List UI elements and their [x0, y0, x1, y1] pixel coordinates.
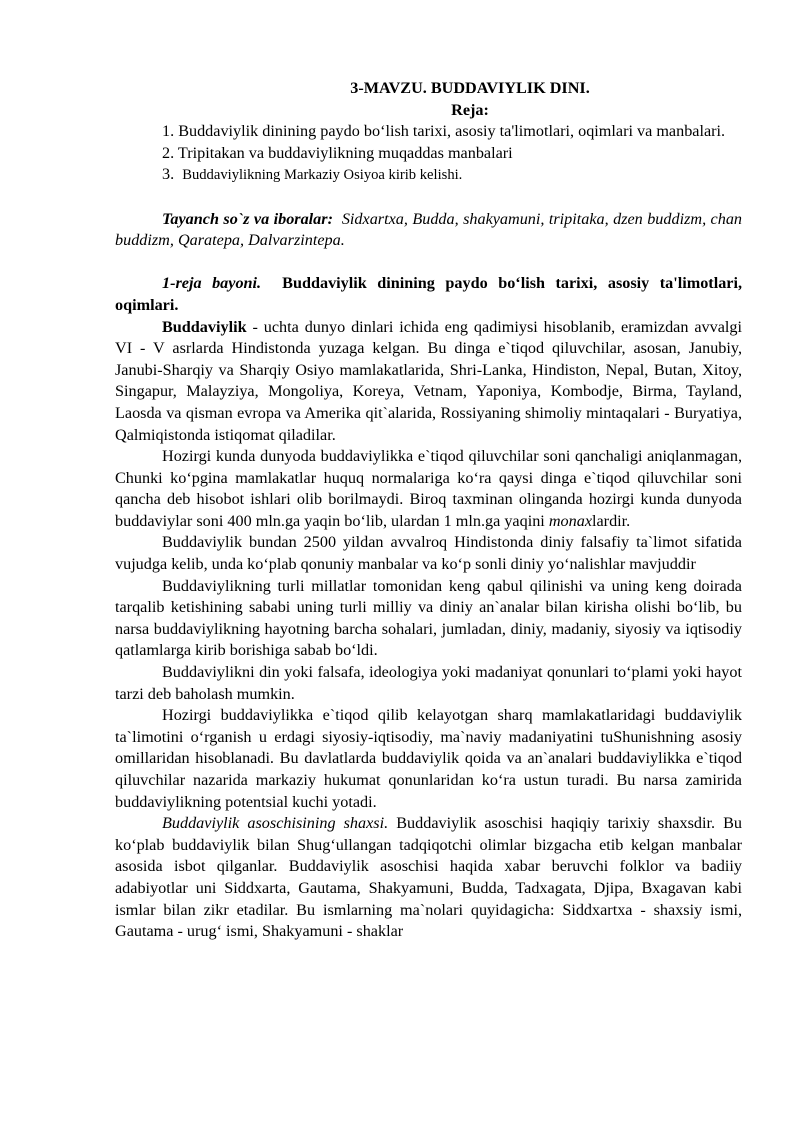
paragraph-2-text: Hozirgi kunda dunyoda buddaviylikka e`tiqod qiluvchilar soni qanchaligi aniqlanmagan, Chunki ko‘pgina mamlakatlar huquq normalariga ko‘ra qaysi dinga e`tiqod qiluvchilar soni qancha deb hisobot ishlari olib borilmaydi. Biroq taxminan olinganda hozirgi kunda dunyoda buddaviylar soni 400 mln.ga yaqin bo‘lib, ulardan 1 mln.ga yaqini — [115, 447, 742, 530]
section-heading — [115, 273, 742, 316]
term-monax: monax — [548, 511, 592, 530]
keywords-text: Sidxartxa, Budda, shakyamuni, tripitaka, dzen buddizm, chan buddizm, Qaratepa, Dalvarzintepa. — [115, 209, 743, 250]
paragraph-5: Buddaviylikni din yoki falsafa, ideologiya yoki madaniyat qonunlari to‘plami yoki hayot tarzi deb baholash mumkin. — [115, 663, 742, 703]
spacer — [115, 252, 742, 274]
section-title: Buddaviylik dinining paydo bo‘lish tarixi, asosiy ta'limotlari, oqimlari. — [115, 274, 743, 314]
plan-item-3-text: Buddaviylikning Markaziy Osiyoa kirib kelishi. — [182, 167, 463, 184]
plan-heading: Reja: — [451, 100, 489, 119]
keywords-paragraph — [115, 209, 742, 252]
paragraph-1-text: - uchta dunyo dinlari ichida eng qadimiysi hisoblanib, eramizdan avvalgi VI - V asrlarda Hindistonda yuzaga kelgan. Bu dinga e`tiqod qiluvchilar, asosan, Janubiy, Janubi-Sharqiy va Sharqiy Osiyo mamlakatlarida, Shri-Lanka, Hindiston, Nepal, Butan, Xitoy, Singapur, Malayziya, Mongoliya, Koreya, Vetnam, Yaponiya, Kombodje, Birma, Tayland, Laosda va qisman evropa va Amerika qit`alarida, Rossiyaning shimoliy mintaqalari - Buryatiya, Qalmiqistonda istiqomat qiladilar. — [115, 317, 742, 444]
paragraph-6: Hozirgi buddaviylikka e`tiqod qilib kelayotgan sharq mamlakatlaridagi buddaviylik ta`limotini o‘rganish u erdagi siyosiy-iqtisodiy, ma`naviy madaniyatini tuShunishning asosiy omillaridan hisoblanadi. Bu davlatlarda buddaviylik qoida va an`analari buddaviylikka e`tiqod qiluvchilar nazarida markaziy hukumat qonunlaridan ko‘ra ustun turadi. Bu narsa zamirida buddaviylikning potentsial kuchi yotadi. — [115, 706, 742, 811]
paragraph-7 — [115, 813, 742, 943]
subheading-founder: Buddaviylik asoschisining shaxsi. — [162, 814, 389, 833]
paragraph-7-text: Buddaviylik asoschisi haqiqiy tarixiy shaxsdir. Bu ko‘plab buddaviylik bilan Shug‘ullangan tadqiqotchi olimlar bizgacha etib kelgan manbalar asosida isbot qilganlar. Buddaviylik asoschisi haqida xabar beruvchi folklor va badiiy adabiyotlar uni Siddxarta, Gautama, Shakyamuni, Budda, Tadxagata, Djipa, Bxagavan kabi ismlar bilan zikr etadilar. Bu ismlarning ma`nolari quyidagicha: Siddxartxa - shaxsiy ismi, Gautama - urug‘ ismi, Shakyamuni - shaklar — [115, 814, 743, 941]
keywords-label: Tayanch so`z va iboralar: — [162, 209, 333, 228]
paragraph-3: Buddaviylik bundan 2500 yildan avvalroq Hindistonda diniy falsafiy ta`limot sifatida vujudga kelib, unda ko‘plab qonuniy manbalar va ko‘p sonli diniy yo‘nalishlar mavjuddir — [115, 533, 742, 574]
paragraph-2 — [115, 446, 742, 532]
term-buddaviylik: Buddaviylik — [162, 317, 247, 336]
paragraph-4: Buddaviylikning turli millatlar tomonidan keng qabul qilinishi va uning keng doirada tarqalib ketishining sababi uning turli milliy va diniy an`analar bilan kirisha olishi bo‘lib, bu narsa buddaviylikning hayotning barcha sohalari, jumladan, diniy, madaniy, siyosiy va iqtisodiy qatlamlarga kirib borishiga sabab bo‘ldi. — [115, 576, 742, 660]
plan-item-2: 2. Tripitakan va buddaviylikning muqaddas manbalari — [162, 143, 513, 162]
plan-item-3-number: 3. — [162, 165, 175, 184]
spacer — [115, 187, 742, 209]
document-title: 3-MAVZU. BUDDAVIYLIK DINI. — [350, 79, 590, 97]
plan-item-1: 1. Buddaviylik dinining paydo bo‘lish tarixi, asosiy ta'limotlari, oqimlari va manbalari. — [162, 122, 726, 141]
paragraph-1 — [115, 317, 742, 447]
section-label: 1-reja bayoni. — [162, 274, 262, 293]
paragraph-2-end: lardir. — [592, 511, 631, 530]
document-page — [115, 78, 742, 943]
plan-item-3 — [115, 164, 742, 187]
